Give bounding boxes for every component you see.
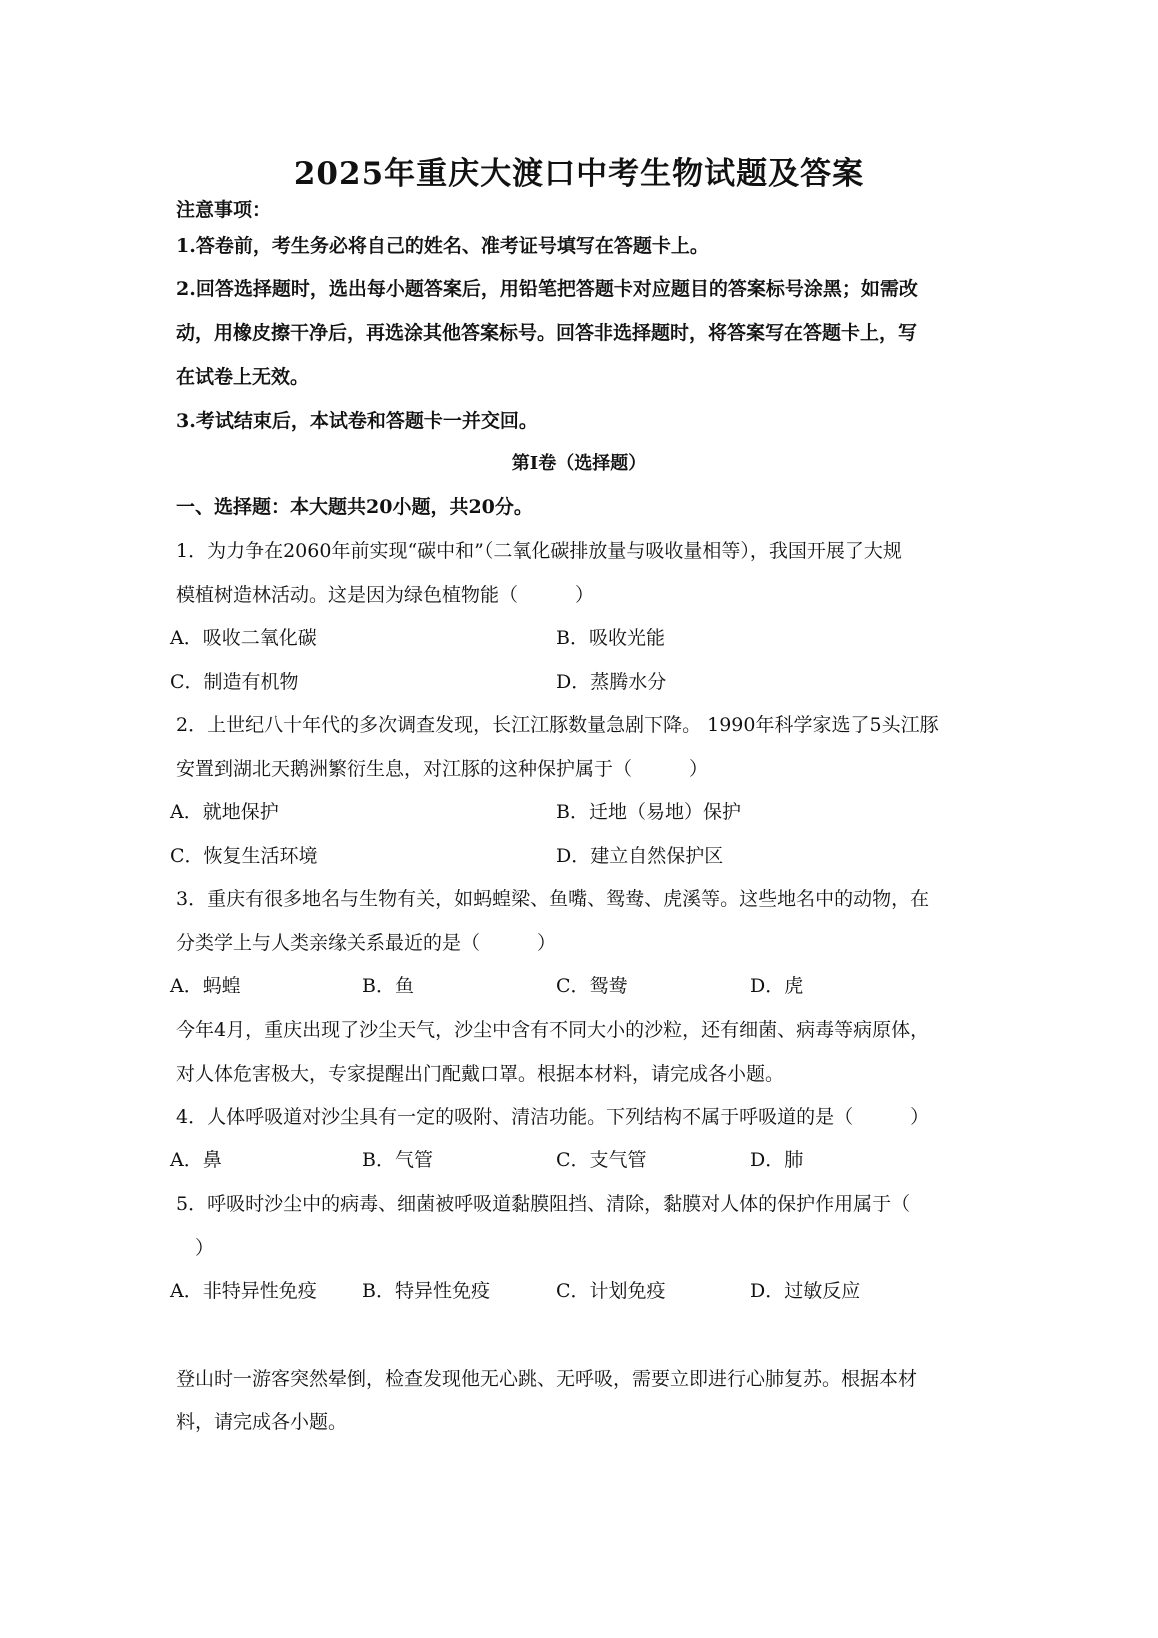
material-text: 今年4月，重庆出现了沙尘天气，沙尘中含有不同大小的沙粒，还有细菌、病毒等病原体， — [176, 1019, 930, 1041]
question-2-stem: 安置到湖北天鹅洲繁衍生息，对江豚的这种保护属于（ ） — [176, 758, 709, 780]
q2-option-a: A．就地保护 — [170, 801, 279, 823]
notice-line: 1.答卷前，考生务必将自己的姓名、准考证号填写在答题卡上。 — [176, 235, 709, 257]
question-3-stem: 3．重庆有很多地名与生物有关，如蚂蝗梁、鱼嘴、鸳鸯、虎溪等。这些地名中的动物，在 — [176, 888, 930, 910]
q3-option-a: A．蚂蝗 — [170, 975, 241, 997]
notice-line: 在试卷上无效。 — [176, 366, 310, 388]
notice-line: 3.考试结束后，本试卷和答题卡一并交回。 — [176, 410, 538, 432]
question-5-stem: 5．呼吸时沙尘中的病毒、细菌被呼吸道黏膜阻挡、清除，黏膜对人体的保护作用属于（ — [176, 1193, 911, 1215]
q4-option-c: C．支气管 — [556, 1149, 647, 1171]
q3-option-c: C．鸳鸯 — [556, 975, 628, 997]
q5-option-c: C．计划免疫 — [556, 1280, 666, 1302]
q4-option-b: B．气管 — [362, 1149, 433, 1171]
q3-option-b: B．鱼 — [362, 975, 414, 997]
question-1-stem: 1．为力争在2060年前实现“碳中和”（二氧化碳排放量与吸收量相等），我国开展了大规 — [176, 540, 902, 562]
notice-line: 动，用橡皮擦干净后，再选涂其他答案标号。回答非选择题时，将答案写在答题卡上，写 — [176, 322, 918, 344]
q5-option-b: B．特异性免疫 — [362, 1280, 490, 1302]
q5-option-d: D．过敏反应 — [750, 1280, 861, 1302]
q2-option-b: B．迁地（易地）保护 — [556, 801, 741, 823]
question-3-stem: 分类学上与人类亲缘关系最近的是（ ） — [176, 932, 557, 954]
notice-heading: 注意事项： — [176, 199, 272, 221]
question-5-stem: ） — [176, 1237, 215, 1259]
question-4-stem: 4．人体呼吸道对沙尘具有一定的吸附、清洁功能。下列结构不属于呼吸道的是（ ） — [176, 1106, 930, 1128]
material-text: 料，请完成各小题。 — [176, 1411, 348, 1433]
q1-option-c: C．制造有机物 — [170, 671, 299, 693]
section-title: 第Ⅰ卷（选择题） — [511, 453, 647, 474]
q1-option-a: A．吸收二氧化碳 — [170, 627, 317, 649]
q5-option-a: A．非特异性免疫 — [170, 1280, 317, 1302]
material-text: 登山时一游客突然晕倒，检查发现他无心跳、无呼吸，需要立即进行心肺复苏。根据本材 — [176, 1368, 918, 1390]
q4-option-a: A．鼻 — [170, 1149, 222, 1171]
q2-option-d: D．建立自然保护区 — [556, 845, 724, 867]
q2-option-c: C．恢复生活环境 — [170, 845, 318, 867]
q3-option-d: D．虎 — [750, 975, 804, 997]
question-1-stem: 模植树造林活动。这是因为绿色植物能（ ） — [176, 584, 595, 606]
page-title: 2025年重庆大渡口中考生物试题及答案 — [293, 156, 865, 192]
q1-option-b: B．吸收光能 — [556, 627, 665, 649]
part-title: 一、选择题：本大题共20小题，共20分。 — [176, 496, 533, 518]
question-2-stem: 2．上世纪八十年代的多次调查发现，长江江豚数量急剧下降。 1990年科学家选了5头江豚 — [176, 714, 939, 736]
material-text: 对人体危害极大，专家提醒出门配戴口罩。根据本材料，请完成各小题。 — [176, 1063, 785, 1085]
q1-option-d: D．蒸腾水分 — [556, 671, 667, 693]
notice-line: 2.回答选择题时，选出每小题答案后，用铅笔把答题卡对应题目的答案标号涂黑；如需改 — [176, 278, 918, 300]
q4-option-d: D．肺 — [750, 1149, 804, 1171]
